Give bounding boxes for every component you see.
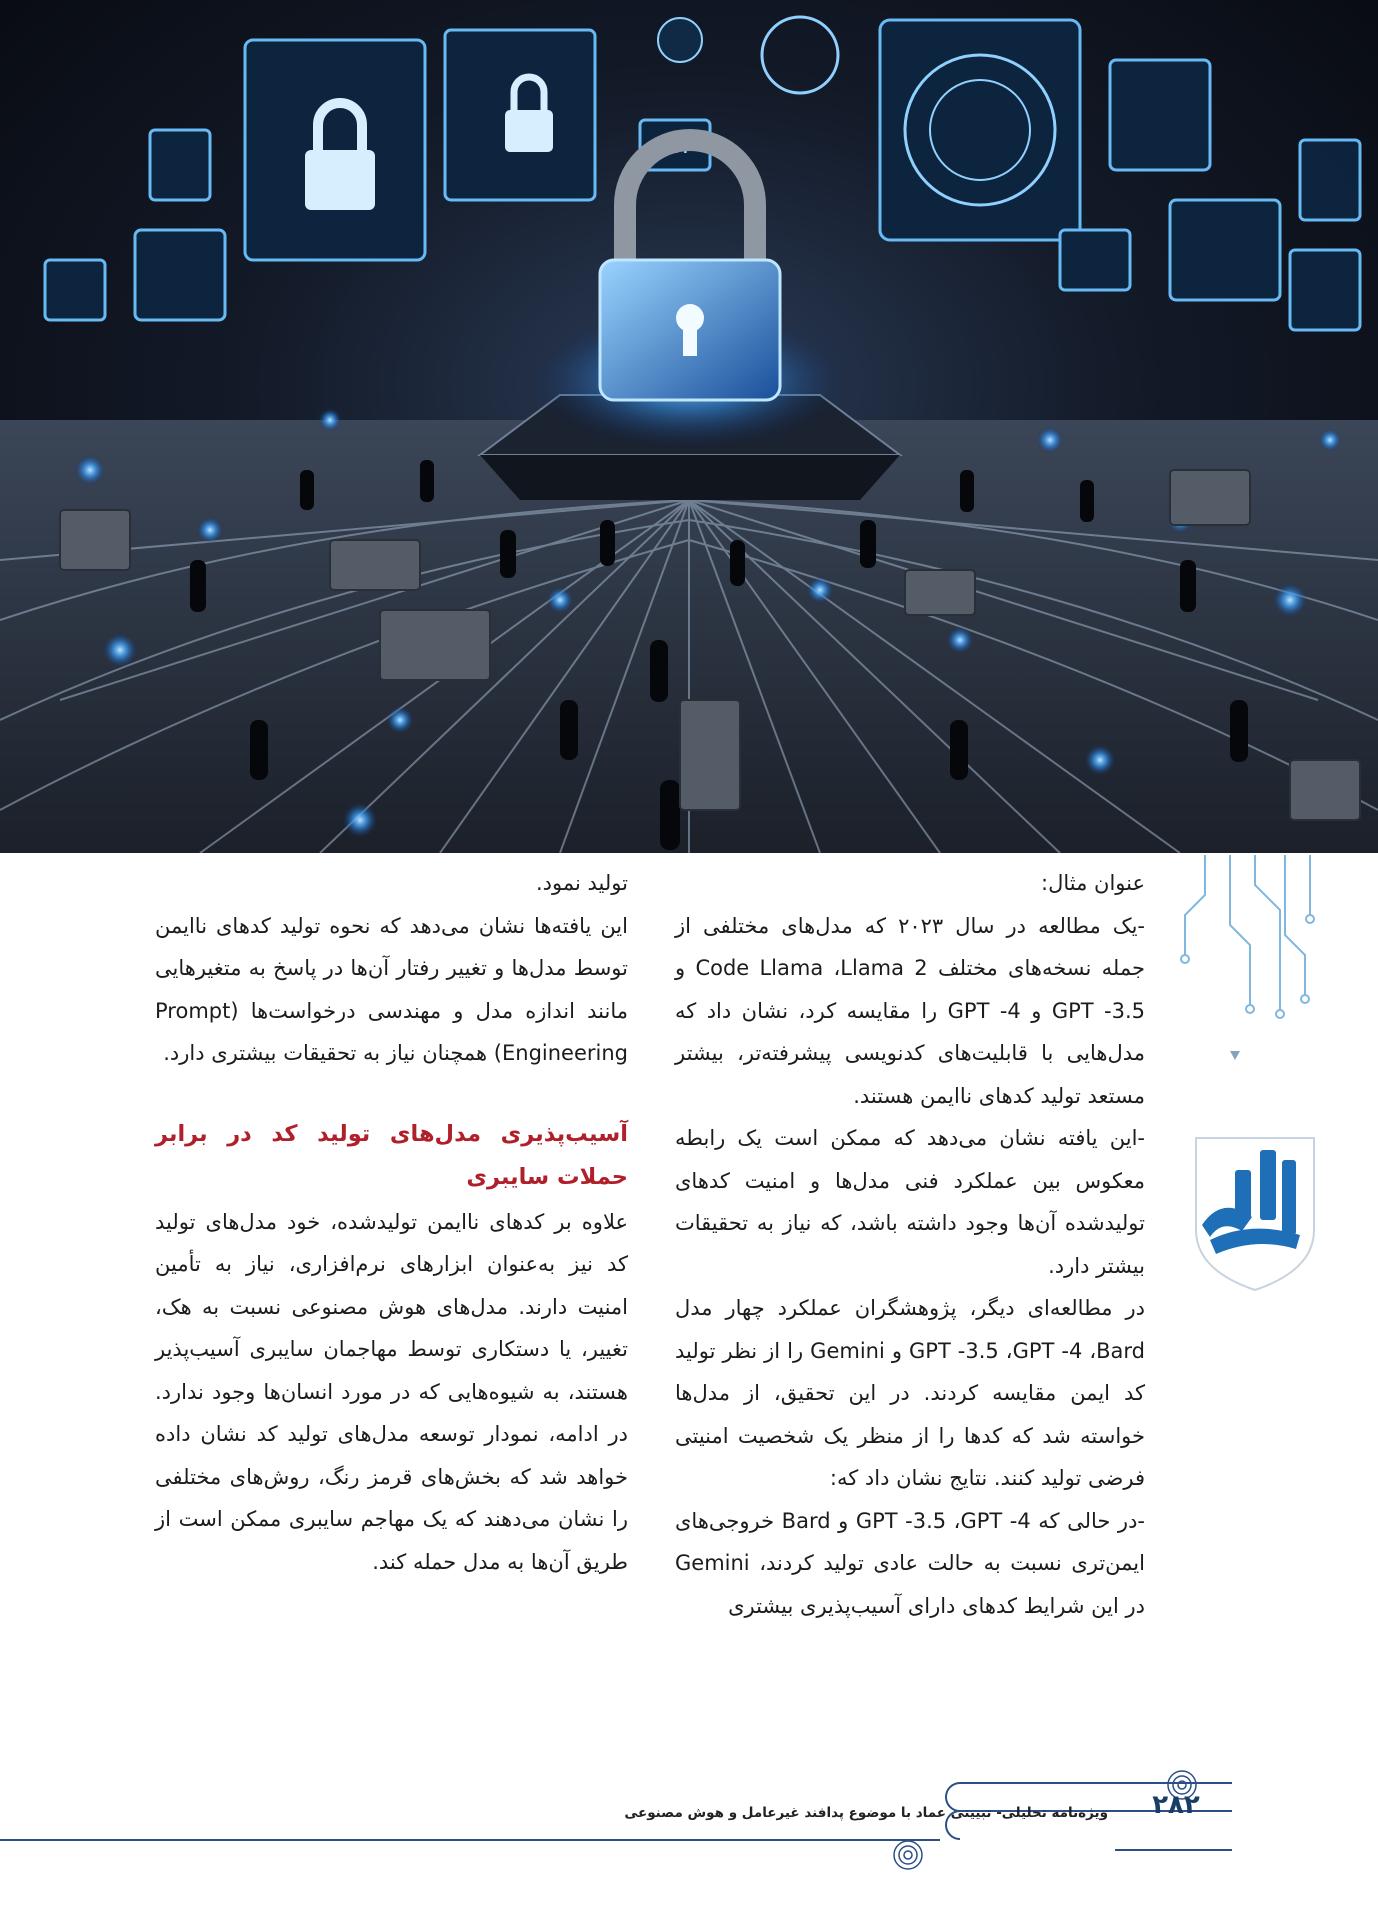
paragraph-model-security: علاوه بر کدهای ناایمن تولیدشده، خود مدل‌های تولید کد نیز به‌عنوان ابزارهای نرم‌افزاری، نیاز به تأمین امنیت دارند. مدل‌های هوش مصنوعی نسبت به هک، تغییر، یا دستکاری توسط مهاجمان سایبری آسیب‌پذیر هستند، به شیوه‌هایی که در مورد انسان‌ها وجود ندارد. در ادامه، نمودار توسعه مدل‌های تولید کد نشان داده خواهد شد که بخش‌های قرمز رنگ، روش‌های مختلفی را نشان می‌دهند که یک مهاجم سایبری ممکن است از طریق آن‌ها به مدل حمله کند.	[155, 1209, 628, 1574]
paragraph-findings: این یافته‌ها نشان می‌دهد که نحوه تولید کدهای ناایمن توسط مدل‌ها و تغییر رفتار آن‌ها در پاسخ به متغیرهایی مانند اندازه مدل و مهندسی درخواست‌ها (Prompt Engineering) همچنان نیاز به تحقیقات بیشتری دارد.	[155, 913, 628, 1065]
section-heading: آسیب‌پذیری مدل‌های تولید کد در برابر حملات سایبری	[155, 1120, 628, 1190]
continuation-text: تولید نمود.	[536, 871, 628, 895]
paragraph-2023-study: -یک مطالعه در سال ۲۰۲۳ که مدل‌های مختلفی از جمله نسخه‌های مختلف Code Llama ،Llama 2 و GPT -3.5 و GPT -4 را مقایسه کرد، نشان داد که مدل‌هایی با قابلیت‌های کدنویسی پیشرفته‌تر، بیشتر مستعد تولید کدهای ناایمن هستند.	[675, 913, 1146, 1108]
left-text-column	[155, 862, 628, 1583]
footer-publication-title: ویژه‌نامه تحلیلی- تبیینی عماد با موضوع پدافند غیرعامل و هوش مصنوعی	[624, 1805, 1108, 1821]
hero-illustration	[0, 0, 1378, 853]
emad-logo	[1190, 1130, 1320, 1295]
example-intro: عنوان مثال:	[1041, 871, 1145, 895]
right-text-column	[675, 862, 1145, 1627]
circuit-decoration	[1175, 855, 1335, 1070]
triangle-marker-icon	[1230, 1051, 1240, 1060]
paragraph-four-models: در مطالعه‌ای دیگر، پژوهشگران عملکرد چهار مدل GPT -3.5 ،GPT -4 ،Bard و Gemini را از نظر تولید کد ایمن مقایسه کردند. در این تحقیق، از مدل‌ها خواسته شد که کدها را از منظر یک شخصیت امنیتی فرضی تولید کنند. نتایج نشان داد که:	[675, 1296, 1145, 1490]
cyber-lock-artwork	[0, 0, 1378, 853]
paragraph-results: -در حالی که GPT -3.5 ،GPT -4 و Bard خروجی‌های ایمن‌تری نسبت به حالت عادی تولید کردند، Gemini در این شرایط کدهای دارای آسیب‌پذیری بیشتری	[675, 1508, 1146, 1618]
panel-label: BI	[667, 134, 689, 159]
page-number: ۲۸۲	[1152, 1790, 1200, 1820]
paragraph-inverse-relation: -این یافته نشان می‌دهد که ممکن است یک رابطه معکوس بین عملکرد فنی مدل‌ها و امنیت کدهای تولیدشده آن‌ها وجود داشته باشد، که نیاز به تحقیقات بیشتر دارد.	[675, 1126, 1145, 1278]
